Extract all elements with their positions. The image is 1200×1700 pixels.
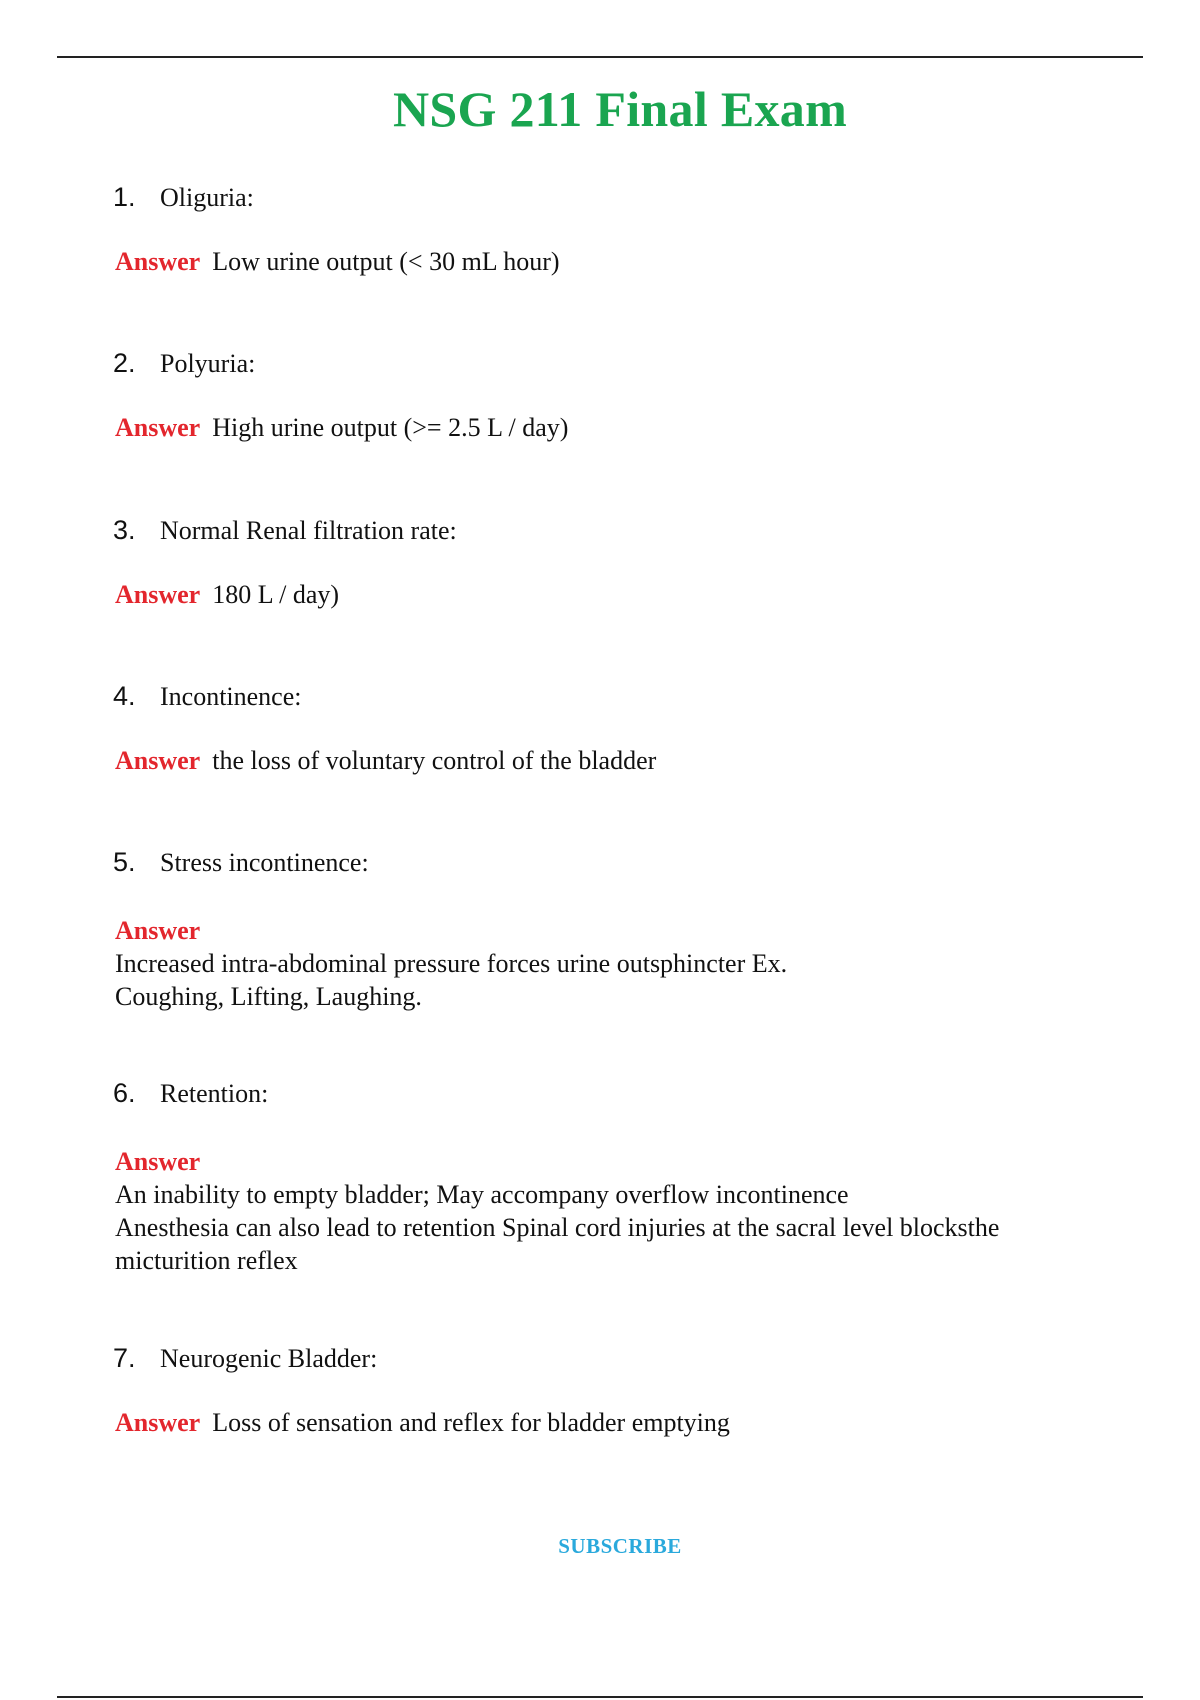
answer-line: micturition reflex [115,1246,298,1275]
question-number: 1. [113,182,136,212]
answer-label: Answer [115,580,201,609]
question-text: Normal Renal filtration rate: [160,516,457,545]
question-heading [113,182,254,213]
answer-label: Answer [115,1147,201,1176]
answer [115,746,656,776]
answer [115,1408,730,1438]
answer-line: An inability to empty bladder; May accompany overflow incontinence [115,1180,849,1209]
question-text: Neurogenic Bladder: [160,1344,378,1373]
question-number: 2. [113,348,136,378]
question-heading [113,348,255,379]
answer-text: Low urine output (< 30 mL hour) [212,247,560,276]
answer-text: 180 L / day) [212,580,340,609]
bottom-divider [57,1696,1143,1698]
question-text: Incontinence: [160,682,302,711]
answer [115,580,339,610]
question-text: Polyuria: [160,349,256,378]
question-text: Stress incontinence: [160,848,369,877]
answer-text: High urine output (>= 2.5 L / day) [212,413,569,442]
question-number: 4. [113,681,136,711]
subscribe-link[interactable]: SUBSCRIBE [558,1534,682,1558]
answer-label: Answer [115,1408,201,1437]
answer [115,1145,1115,1277]
question-heading [113,681,302,712]
answer [115,914,1115,1013]
question-text: Oliguria: [160,183,254,212]
answer-label: Answer [115,413,201,442]
question-number: 7. [113,1343,136,1373]
answer-line: Anesthesia can also lead to retention Spinal cord injuries at the sacral level blocksthe [115,1213,1000,1242]
answer [115,247,560,277]
question-heading [113,847,369,878]
question-heading [113,1343,377,1374]
question-number: 5. [113,847,136,877]
answer [115,413,568,443]
answer-line: Coughing, Lifting, Laughing. [115,982,422,1011]
answer-label: Answer [115,746,201,775]
answer-label: Answer [115,247,201,276]
answer-line: Increased intra-abdominal pressure forces urine outsphincter Ex. [115,949,788,978]
question-number: 6. [113,1078,136,1108]
answer-text: the loss of voluntary control of the bladder [212,746,657,775]
answer-label: Answer [115,916,201,945]
question-heading [113,515,457,546]
page-title: NSG 211 Final Exam [392,81,848,137]
question-text: Retention: [160,1079,269,1108]
top-divider [57,56,1143,58]
question-number: 3. [113,515,136,545]
question-heading [113,1078,268,1109]
answer-text: Loss of sensation and reflex for bladder emptying [212,1408,730,1437]
